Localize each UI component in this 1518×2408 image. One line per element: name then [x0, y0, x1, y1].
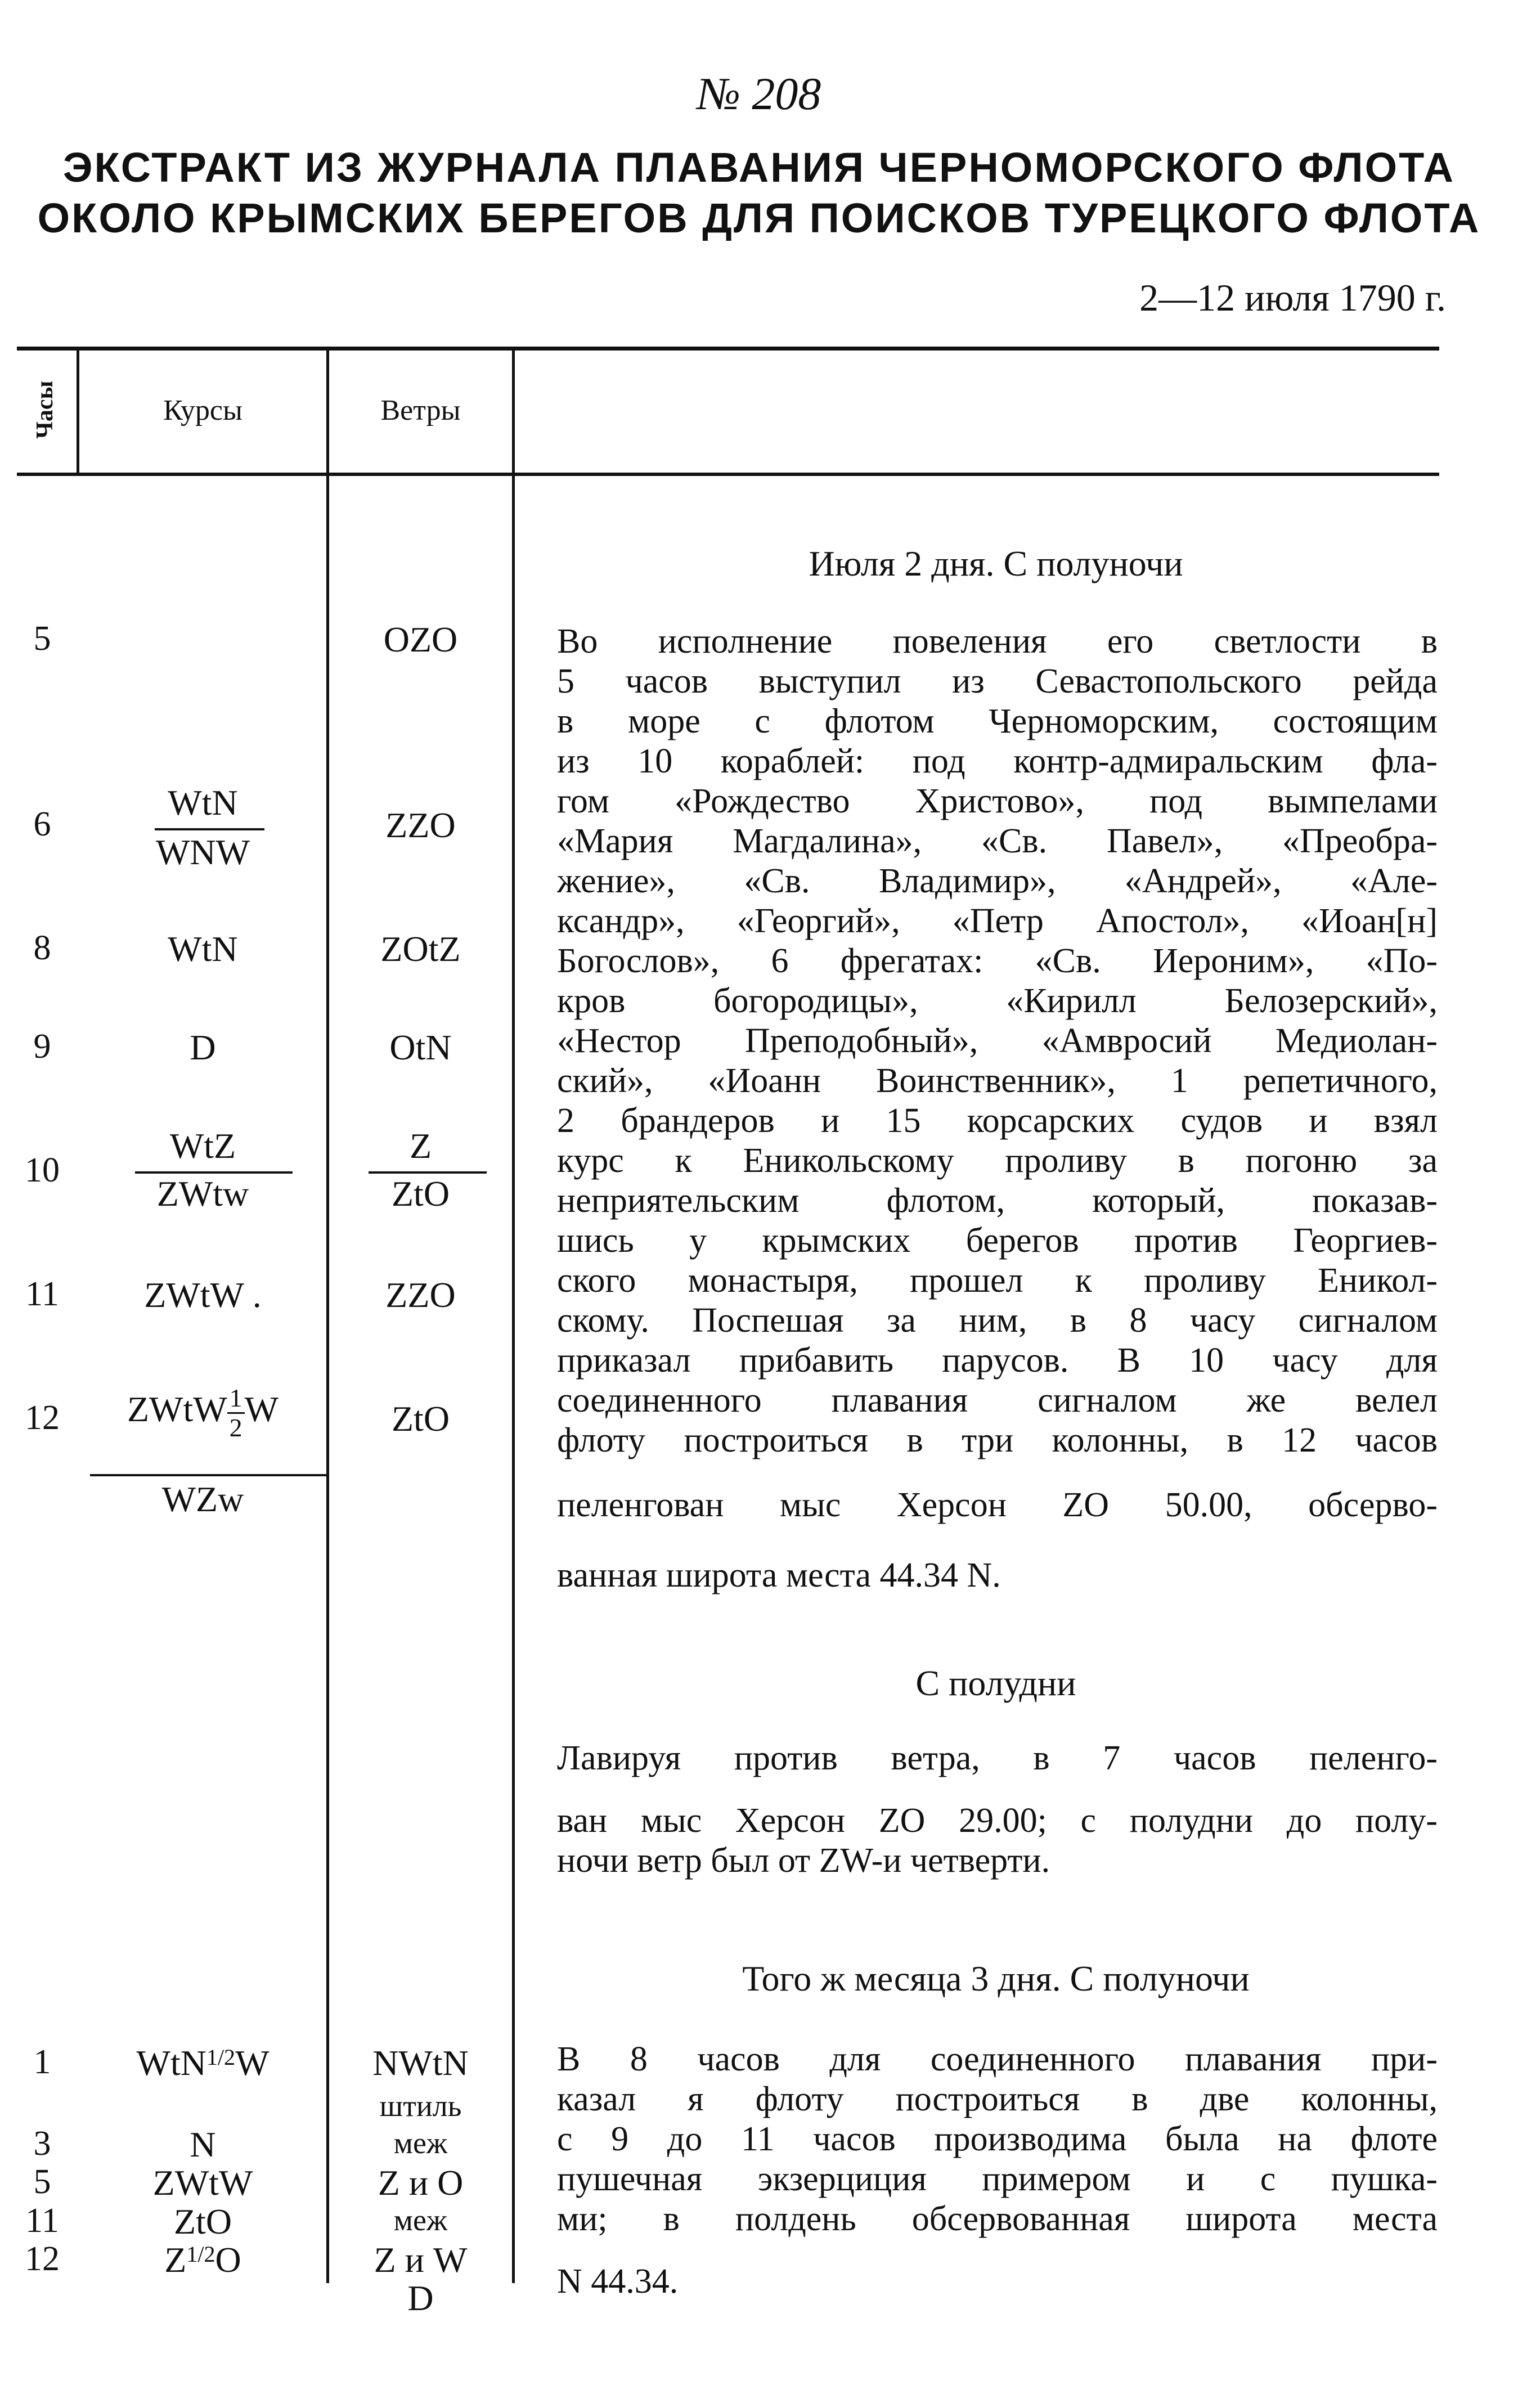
hour-8: 8: [33, 929, 51, 967]
text-line: N 44.34.: [557, 2262, 679, 2301]
text-line: ский», «Иоанн Воинственник», 1 репетичного,: [557, 1062, 1438, 1100]
course-12-fraction: [227, 1384, 245, 1442]
text-line: кров богородицы», «Кирилл Белозерский»,: [557, 982, 1438, 1020]
wind-12b-d: D: [407, 2278, 434, 2318]
text-line: ванная широта места 44.34 N.: [557, 1556, 1001, 1594]
text-line: из 10 кораблей: под контр-адмиральским фла-: [557, 742, 1438, 780]
course-9: D: [190, 1027, 216, 1067]
document-number: № 208: [697, 68, 821, 119]
text-line: жение», «Св. Владимир», «Андрей», «Але-: [557, 862, 1438, 900]
text-line: Во исполнение повеления его светлости в: [557, 622, 1438, 661]
wind-5b: Z и O: [378, 2163, 464, 2203]
hour-9: 9: [33, 1027, 51, 1066]
hour-12: 12: [25, 1399, 60, 1437]
table-top-rule: [17, 347, 1439, 351]
course-12-rule: [90, 1474, 326, 1476]
document-date: 2—12 июля 1790 г.: [1139, 276, 1446, 319]
section-text-july2-latitude: [557, 1556, 1438, 1596]
course-3: N: [190, 2124, 216, 2164]
wind-12b: Z и W: [374, 2240, 468, 2280]
wind-1: NWtN: [372, 2043, 469, 2083]
text-line: пушечная экзерциция примером и с пушка-: [557, 2160, 1438, 2198]
course-12b-half: 1/2: [186, 2241, 215, 2267]
section-heading-july2-midnight: Июля 2 дня. С полуночи: [809, 543, 1183, 583]
text-line: Лавируя против ветра, в 7 часов пеленго-: [557, 1739, 1438, 1777]
text-line: ван мыс Херсон ZO 29.00; с полудни до полу-: [557, 1801, 1438, 1840]
text-line: ксандр», «Георгий», «Петр Апостол», «Иоан[н]: [557, 902, 1438, 940]
course-1-half: 1/2: [206, 2045, 236, 2070]
hour-11b: 11: [25, 2202, 59, 2240]
hour-6: 6: [33, 805, 51, 843]
section-text-july2-noon: [557, 1738, 1438, 1881]
text-line: с 9 до 11 часов производима была на флоте: [557, 2120, 1438, 2158]
text-line: В 8 часов для соединенного плавания при-: [557, 2040, 1438, 2078]
hour-12b: 12: [25, 2240, 60, 2278]
text-line: 5 часов выступил из Севастопольского рейда: [557, 662, 1438, 700]
text-line: ского монастыря, прошел к проливу Еникол-: [557, 1261, 1438, 1300]
course-1-main: WtN: [136, 2043, 206, 2083]
course-6-top: WtN: [168, 783, 238, 823]
wind-9: OtN: [389, 1027, 452, 1067]
course-12b-main: Z: [164, 2240, 187, 2280]
text-line: в море с флотом Черноморским, состоящим: [557, 702, 1438, 740]
hour-5b: 5: [33, 2163, 51, 2201]
wind-calm: штиль: [379, 2089, 462, 2123]
text-line: неприятельским флотом, который, показав-: [557, 1181, 1438, 1220]
course-12-tail: W: [244, 1389, 279, 1430]
course-10-top: WtZ: [169, 1126, 236, 1166]
text-line: ми; в полдень обсервованная широта места: [557, 2200, 1438, 2238]
wind-5: OZO: [383, 619, 458, 659]
wind-11: ZZO: [385, 1275, 456, 1315]
course-6-fraction-line: [155, 828, 264, 830]
section-text-july3-midnight: [557, 2039, 1438, 2302]
wind-3: меж: [393, 2126, 448, 2160]
hour-1: 1: [33, 2043, 51, 2081]
course-12-main: ZWtW: [127, 1389, 227, 1430]
wind-10-top: Z: [409, 1126, 432, 1166]
text-line: скому. Поспешая за ним, в 8 часу сигналом: [557, 1301, 1438, 1340]
course-12-fraction-denominator: 2: [229, 1413, 242, 1442]
text-line: ночи ветр был от ZW-и четверти.: [557, 1841, 1050, 1880]
section-heading-july3-midnight: Того ж месяца 3 дня. С полуночи: [742, 1958, 1250, 1998]
table-header-rule: [17, 473, 1439, 476]
header-courses: Курсы: [163, 394, 242, 426]
wind-12: ZtO: [391, 1399, 450, 1439]
course-1-tail: W: [235, 2043, 270, 2083]
header-winds: Ветры: [380, 394, 461, 426]
hour-10: 10: [25, 1151, 60, 1189]
wind-6: ZZO: [385, 805, 456, 845]
course-1: [79, 2042, 326, 2084]
text-line: казал я флоту построиться в две колонны,: [557, 2080, 1438, 2118]
text-line: Богослов», 6 фрегатах: «Св. Иероним», «По-: [557, 942, 1438, 980]
text-line: пеленгован мыс Херсон ZO 50.00, обсерво-: [557, 1486, 1438, 1524]
hour-3: 3: [33, 2124, 51, 2163]
wind-10-bottom: ZtO: [391, 1174, 450, 1214]
document-title-line-1: ЭКСТРАКТ ИЗ ЖУРНАЛА ПЛАВАНИЯ ЧЕРНОМОРСКОГО ФЛОТА: [62, 144, 1456, 191]
column-divider-winds: [512, 351, 515, 2283]
course-12b: [79, 2239, 326, 2281]
course-5b: ZWtW: [152, 2163, 253, 2203]
text-line: гом «Рождество Христово», под вымпелами: [557, 782, 1438, 820]
course-12-bottom: WZw: [161, 1479, 244, 1519]
text-line: приказал прибавить парусов. В 10 часу для: [557, 1341, 1438, 1380]
text-line: «Нестор Преподобный», «Амвросий Медиолан-: [557, 1022, 1438, 1060]
header-hours: Часы: [32, 380, 58, 439]
wind-8: ZOtZ: [380, 929, 461, 969]
section-text-july2-bearing: [557, 1485, 1438, 1525]
course-10-bottom: ZWtw: [156, 1174, 249, 1214]
text-line: курс к Еникольскому проливу в погоню за: [557, 1142, 1438, 1180]
course-12: [79, 1384, 326, 1442]
wind-11b: меж: [393, 2203, 448, 2237]
section-text-july2-midnight: [557, 622, 1438, 1461]
text-line: «Мария Магдалина», «Св. Павел», «Преобра-: [557, 822, 1438, 860]
course-11: ZWtW .: [144, 1275, 262, 1315]
hour-5: 5: [33, 619, 51, 658]
course-11b: ZtO: [173, 2202, 232, 2241]
text-line: соединенного плавания сигналом же велел: [557, 1381, 1438, 1419]
text-line: 2 брандеров и 15 корсарских судов и взял: [557, 1102, 1438, 1140]
course-6-bottom: WNW: [155, 832, 250, 872]
course-12b-tail: O: [215, 2240, 241, 2280]
text-line: шись у крымских берегов против Георгиев-: [557, 1221, 1438, 1260]
hour-11: 11: [25, 1275, 59, 1313]
course-8: WtN: [168, 929, 238, 969]
document-title-line-2: ОКОЛО КРЫМСКИХ БЕРЕГОВ ДЛЯ ПОИСКОВ ТУРЕЦКОГО ФЛОТА: [37, 195, 1481, 241]
text-line: флоту построиться в три колонны, в 12 часов: [557, 1421, 1438, 1459]
course-12-fraction-numerator: 1: [227, 1384, 245, 1414]
section-heading-july2-noon: С полудни: [915, 1663, 1076, 1703]
